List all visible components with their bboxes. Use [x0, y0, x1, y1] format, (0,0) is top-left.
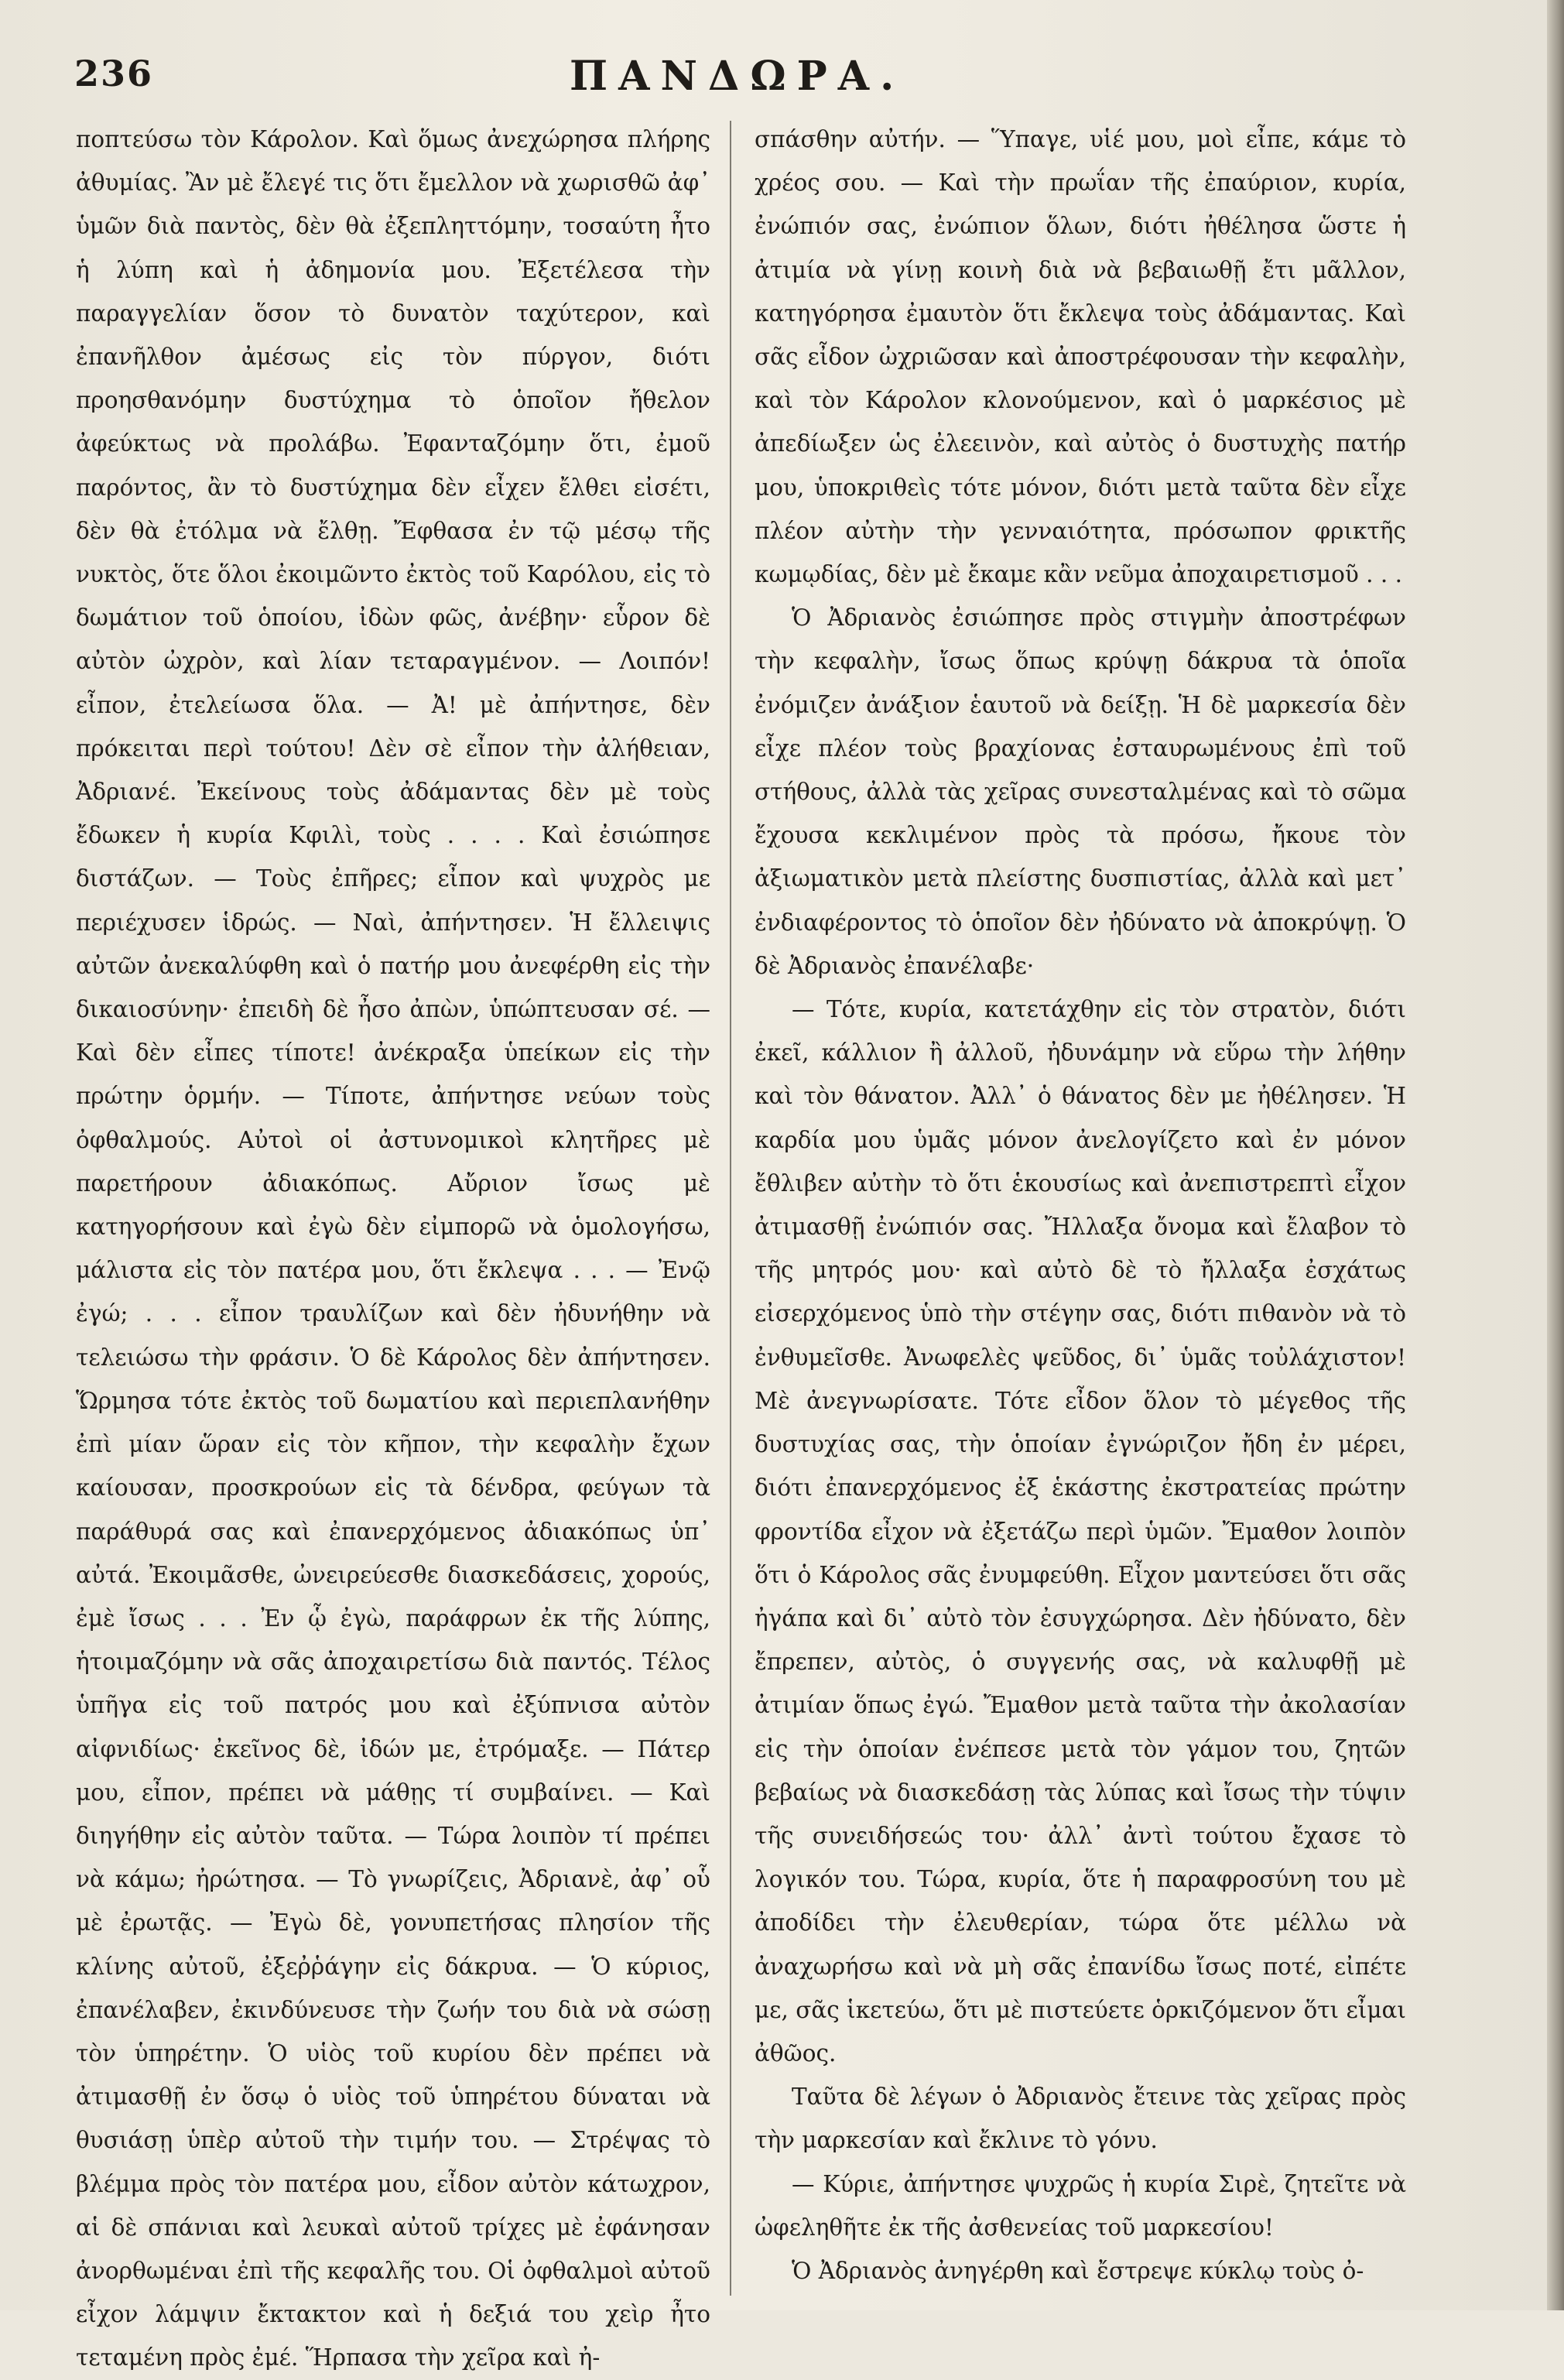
paragraph: — Κύριε, ἀπήντησε ψυχρῶς ἡ κυρία Σιρὲ, ζητεῖτε νὰ ὠφεληθῆτε ἐκ τῆς ἀσθενείας τοῦ μαρκεσίου! [755, 2170, 1406, 2241]
paragraph: ποπτεύσω τὸν Κάρολον. Καὶ ὅμως ἀνεχώρησα πλήρης ἀθυμίας. Ἂν μὲ ἔλεγέ τις ὅτι ἔμελλον νὰ χωρισθῶ ἀφ᾽ ὑμῶν διὰ παντὸς, δὲν θὰ ἐξεπληττόμην, τοσαύτη ἦτο ἡ λύπη καὶ ἡ ἀδημονία μου. Ἐξετέλεσα τὴν παραγγελίαν ὅσον τὸ δυνατὸν ταχύτερον, καὶ ἐπανῆλθον ἀμέσως εἰς τὸν πύργον, διότι προησθανόμην δυστύχημα τὸ ὁποῖον ἤθελον ἀφεύκτως νὰ προλάβω. Ἐφανταζόμην ὅτι, ἐμοῦ παρόντος, ἂν τὸ δυστύχημα δὲν εἶχεν ἔλθει εἰσέτι, δὲν θὰ ἐτόλμα νὰ ἔλθῃ. Ἔφθασα ἐν τῷ μέσῳ τῆς νυκτὸς, ὅτε ὅλοι ἐκοιμῶντο ἐκτὸς τοῦ Καρόλου, εἰς τὸ δωμάτιον τοῦ ὁποίου, ἰδὼν φῶς, ἀνέβην· εὗρον δὲ αὐτὸν ὠχρὸν, καὶ λίαν τεταραγμένον. — Λοιπόν! εἶπον, ἐτελείωσα ὅλα. — Ἀ! μὲ ἀπήντησε, δὲν πρόκειται περὶ τούτου! Δὲν σὲ εἶπον τὴν ἀλήθειαν, Ἀδριανέ. Ἐκείνους τοὺς ἀδάμαντας δὲν μὲ τοὺς ἔδωκεν ἡ κυρία Κφιλὶ, τοὺς . . . . Καὶ ἐσιώπησε διστάζων. — Τοὺς ἐπῆρες; εἶπον καὶ ψυχρὸς με περιέχυσεν ἱδρώς. — Ναὶ, ἀπήντησεν. Ἡ ἔλλειψις αὐτῶν ἀνεκαλύφθη καὶ ὁ πατήρ μου ἀνεφέρθη εἰς τὴν δικαιοσύνην· ἐπειδὴ δὲ ἦσο ἀπὼν, ὑπώπτευσαν σέ. — Καὶ δὲν εἶπες τίποτε! ἀνέκραξα ὑπείκων εἰς τὴν πρώτην ὁρμήν. — Τίποτε, ἀπήντησε νεύων τοὺς ὀφθαλμούς. Αὐτοὶ οἱ ἀστυνομικοὶ κλητῆρες μὲ παρετήρουν ἀδιακόπως. Αὔριον ἴσως μὲ κατηγορήσουν καὶ ἐγὼ δὲν εἰμπορῶ νὰ ὁμολογήσω, μάλιστα εἰς τὸν πατέρα μου, ὅτι ἔκλεψα . . . — Ἐνῷ ἐγώ; . . . εἶπον τραυλίζων καὶ δὲν ἠδυνήθην νὰ τελειώσω τὴν φράσιν. Ὁ δὲ Κάρολος δὲν ἀπήντησεν. Ὥρμησα τότε ἐκτὸς τοῦ δωματίου καὶ περιεπλανήθην ἐπὶ μίαν ὥραν εἰς τὸν κῆπον, τὴν κεφαλὴν ἔχων καίουσαν, προσκρούων εἰς τὰ δένδρα, φεύγων τὰ παράθυρά σας καὶ ἐπανερχόμενος ἀδιακόπως ὑπ᾽ αὐτά. Ἐκοιμᾶσθε, ὠνειρεύεσθε διασκεδάσεις, χορούς, ἐμὲ ἴσως . . . Ἐν ᾧ ἐγὼ, παράφρων ἐκ τῆς λύπης, ἡτοιμαζόμην νὰ σᾶς ἀποχαιρετίσω διὰ παντός. Τέλος ὑπῆγα εἰς τοῦ πατρός μου καὶ ἐξύπνισα αὐτὸν αἰφνιδίως· ἐκεῖνος δὲ, ἰδών με, ἐτρόμαξε. — Πάτερ μου, εἶπον, πρέπει νὰ μάθῃς τί συμβαίνει. — Καὶ διηγήθην εἰς αὐτὸν ταῦτα. — Τώρα λοιπὸν τί πρέπει νὰ κάμω; ἠρώτησα. — Τὸ γνωρίζεις, Ἀδριανὲ, ἀφ᾽ οὗ μὲ ἐρωτᾷς. — Ἐγὼ δὲ, γονυπετήσας πλησίον τῆς κλίνης αὐτοῦ, ἐξεῤῥάγην εἰς δάκρυα. — Ὁ κύριος, ἐπανέλαβεν, ἐκινδύνευσε τὴν ζωήν του διὰ νὰ σώσῃ τὸν ὑπηρέτην. Ὁ υἱὸς τοῦ κυρίου δὲν πρέπει νὰ ἀτιμασθῇ ἐν ὅσῳ ὁ υἱὸς τοῦ ὑπηρέτου δύναται νὰ θυσιάσῃ ὑπὲρ αὐτοῦ τὴν τιμήν του. — Στρέψας τὸ βλέμμα πρὸς τὸν πατέρα μου, εἶδον αὐτὸν κάτωχρον, αἱ δὲ σπάνιαι καὶ λευκαὶ αὐτοῦ τρίχες μὲ ἐφάνησαν ἀνορθωμέναι ἐπὶ τῆς κεφαλῆς του. Οἱ ὀφθαλμοὶ αὐτοῦ εἶχον λάμψιν ἔκτακτον καὶ ἡ δεξιά του χεὶρ ἦτο τεταμένη πρὸς ἐμέ. Ἥρπασα τὴν χεῖρα καὶ ἠ- [76, 126, 710, 2371]
paragraph: — Τότε, κυρία, κατετάχθην εἰς τὸν στρατὸν, διότι ἐκεῖ, κάλλιον ἢ ἀλλοῦ, ἠδυνάμην νὰ εὕρω τὴν λήθην καὶ τὸν θάνατον. Ἀλλ᾽ ὁ θάνατος δὲν με ἠθέλησεν. Ἡ καρδία μου ὑμᾶς μόνον ἀνελογίζετο καὶ ἐν μόνον ἔθλιβεν αὐτὴν τὸ ὅτι ἑκουσίως καὶ ἀνεπιστρεπτὶ εἶχον ἀτιμασθῇ ἐνώπιόν σας. Ἤλλαξα ὄνομα καὶ ἔλαβον τὸ τῆς μητρός μου· καὶ αὐτὸ δὲ τὸ ἤλλαξα ἐσχάτως εἰσερχόμενος ὑπὸ τὴν στέγην σας, διότι πιθανὸν νὰ τὸ ἐνθυμεῖσθε. Ἀνωφελὲς ψεῦδος, δι᾽ ὑμᾶς τοὐλάχιστον! Μὲ ἀνεγνωρίσατε. Τότε εἶδον ὅλον τὸ μέγεθος τῆς δυστυχίας σας, τὴν ὁποίαν ἐγνώριζον ἤδη ἐν μέρει, διότι ἐπανερχόμενος ἐξ ἑκάστης ἐκστρατείας πρώτην φροντίδα εἶχον νὰ ἐξετάζω περὶ ὑμῶν. Ἔμαθον λοιπὸν ὅτι ὁ Κάρολος σᾶς ἐνυμφεύθη. Εἶχον μαντεύσει ὅτι σᾶς ἠγάπα καὶ δι᾽ αὐτὸ τὸν ἐσυγχώρησα. Δὲν ἠδύνατο, δὲν ἔπρεπεν, αὐτὸς, ὁ συγγενής σας, νὰ καλυφθῇ μὲ ἀτιμίαν ὅπως ἐγώ. Ἔμαθον μετὰ ταῦτα τὴν ἀκολασίαν εἰς τὴν ὁποίαν ἐνέπεσε μετὰ τὸν γάμον του, ζητῶν βεβαίως νὰ διασκεδάσῃ τὰς λύπας καὶ ἴσως τὴν τύψιν τῆς συνειδήσεώς του· ἀλλ᾽ ἀντὶ τούτου ἔχασε τὸ λογικόν του. Τώρα, κυρία, ὅτε ἡ παραφροσύνη του μὲ ἀποδίδει τὴν ἐλευθερίαν, τώρα ὅτε μέλλω νὰ ἀναχωρήσω καὶ νὰ μὴ σᾶς ἐπανίδω ἴσως ποτέ, εἰπέτε με, σᾶς ἱκετεύω, ὅτι μὲ πιστεύετε ὁρκιζόμενον ὅτι εἶμαι ἀθῶος. [755, 996, 1406, 2067]
page-number: 236 [74, 53, 154, 94]
right-column [755, 118, 1406, 2293]
column-divider [730, 121, 731, 2296]
page-gutter-shadow [1547, 0, 1564, 2310]
paragraph: Ὁ Ἀδριανὸς ἐσιώπησε πρὸς στιγμὴν ἀποστρέφων τὴν κεφαλὴν, ἴσως ὅπως κρύψῃ δάκρυα τὰ ὁποῖα ἐνόμιζεν ἀνάξιον ἑαυτοῦ νὰ δείξῃ. Ἡ δὲ μαρκεσία δὲν εἶχε πλέον τοὺς βραχίονας ἐσταυρωμένους ἐπὶ τοῦ στήθους, ἀλλὰ τὰς χεῖρας συνεσταλμένας καὶ τὸ σῶμα ἔχουσα κεκλιμένον πρὸς τὰ πρόσω, ἤκουε τὸν ἀξιωματικὸν μετὰ πλείστης δυσπιστίας, ἀλλὰ καὶ μετ᾽ ἐνδιαφέροντος τὸ ὁποῖον δὲν ἠδύνατο νὰ ἀποκρύψῃ. Ὁ δὲ Ἀδριανὸς ἐπανέλαβε· [755, 604, 1406, 979]
paragraph: Ταῦτα δὲ λέγων ὁ Ἀδριανὸς ἔτεινε τὰς χεῖρας πρὸς τὴν μαρκεσίαν καὶ ἔκλινε τὸ γόνυ. [755, 2084, 1406, 2154]
paragraph: Ὁ Ἀδριανὸς ἀνηγέρθη καὶ ἔστρεψε κύκλῳ τοὺς ὀ- [792, 2257, 1364, 2284]
running-title: ΠΑΝΔΩΡΑ. [570, 53, 905, 100]
paragraph: σπάσθην αὐτήν. — Ὕπαγε, υἱέ μου, μοὶ εἶπε, κάμε τὸ χρέος σου. — Καὶ τὴν πρωΐαν τῆς ἐπαύριον, κυρία, ἐνώπιόν σας, ἐνώπιον ὅλων, διότι ἠθέλησα ὥστε ἡ ἀτιμία νὰ γίνῃ κοινὴ διὰ νὰ βεβαιωθῇ ἔτι μᾶλλον, κατηγόρησα ἐμαυτὸν ὅτι ἔκλεψα τοὺς ἀδάμαντας. Καὶ σᾶς εἶδον ὠχριῶσαν καὶ ἀποστρέφουσαν τὴν κεφαλὴν, καὶ τὸν Κάρολον κλονούμενον, καὶ ὁ μαρκέσιος μὲ ἀπεδίωξεν ὡς ἐλεεινὸν, καὶ αὐτὸς ὁ δυστυχὴς πατήρ μου, ὑποκριθεὶς τότε μόνον, διότι μετὰ ταῦτα δὲν εἶχε πλέον αὐτὴν τὴν γενναιότητα, πρόσωπον φρικτῆς κωμῳδίας, δὲν μὲ ἔκαμε κἂν νεῦμα ἀποχαιρετισμοῦ . . . [755, 126, 1406, 588]
page-header [74, 53, 1436, 115]
left-column [76, 118, 710, 2380]
